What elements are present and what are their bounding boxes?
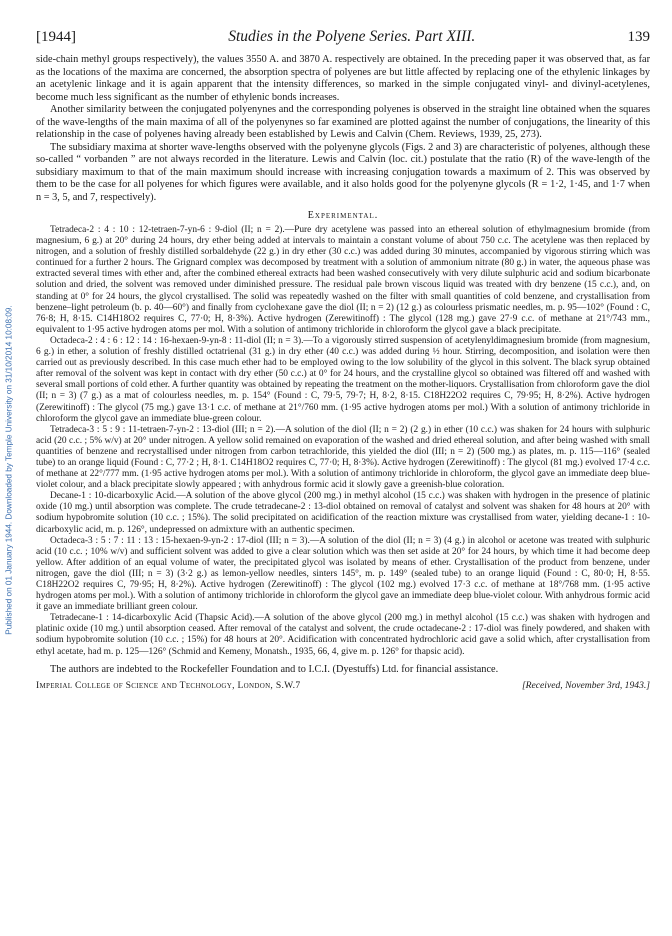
header-year: [1944]: [36, 29, 76, 45]
experimental-paragraph-6: Tetradecane-1 : 14-dicarboxylic Acid (Thapsic Acid).—A solution of the above glycol (200 mg.) in methyl alcohol (15 c.c.) was shaken with hydrogen and platinic oxide (10 mg.) until absorption ceased. After removal of the catalyst and solvent, the crude octadecane-2 : 17-diol was finely powdered, and shaken with sodium hypobromite solution (10 c.c. ; 15%) for 48 hours at 20°. Acidification with concentrated hydrochloric acid gave a solid which, after crystallisation from ethyl acetate, had m. p. 125—126° (Schmid and Kemeny, Monatsh., 1935, 66, 4, give m. p. 126° for thapsic acid).: [36, 613, 650, 657]
affiliation-footer: [36, 680, 650, 691]
download-notice: [2, 150, 16, 790]
acknowledgement: The authors are indebted to the Rockefeller Foundation and to I.C.I. (Dyestuffs) Ltd. for financial assistance.: [50, 663, 499, 675]
download-notice-text: Published on 01 January 1944. Downloaded by Temple University on 31/10/2014 10:08:09.: [4, 305, 14, 635]
page-number: 139: [627, 29, 650, 45]
received-date: [Received, November 3rd, 1943.]: [521, 680, 650, 692]
paper-page: [36, 28, 650, 918]
experimental-paragraph-3: Tetradeca-3 : 5 : 9 : 11-tetraen-7-yn-2 : 13-diol (III; n = 2).—A solution of the diol (II; n = 2) (2 g.) in ether (10 c.c.) was shaken for 24 hours with sulphuric acid (20 c.c. ; 5% w/v) at 20° under nitrogen. A yellow solid remained on evaporation of the washed and dried ethereal solution, and after being washed with small quantities of benzene and recrystallised under nitrogen from carbon tetrachloride, this yielded the diol (III; n = 2) (500 mg.) as plates, m. p. 115—116° (sealed tube) to an orange liquid (Found : C, 77·2 ; H, 8·1. C14H18O2 requires C, 77·0; H, 8·3%). Active hydrogen (Zerewitinoff) : The glycol (81 mg.) evolved 17·4 c.c. of methane at 22°/777 mm. (1·95 active hydrogen atoms per mol.). With a solution of antimony trichloride in chloroform, the glycol gave an immediate deep blue-violet colour, and a black precipitate slowly appeared ; with anhydrous formic acid it slowly gave a greenish-blue coloration.: [36, 424, 650, 491]
experimental-paragraph-2: Octadeca-2 : 4 : 6 : 12 : 14 : 16-hexaen-9-yn-8 : 11-diol (II; n = 3).—To a vigorously stirred suspension of acetylenyldimagnesium bromide (from magnesium, 6 g.) in ether, a solution of freshly distilled octatrienal (31 g.) in dry ether (40 c.c.) was added during ½ hour. Stirring, decomposition, and isolation were then carried out as previously described. In this case much ether had to be employed owing to the low solubility of the glycol in this solvent. The black syrup obtained after removal of the solvent was kept in contact with dry ether (50 c.c.) at 0° for 24 hours, and the crystalline glycol so obtained was filtered off and washed with several small portions of cold ether. A further quantity was obtained by repeating the treatment on the mother-liquors. Crystallisation from chloroform gave the diol (II; n = 3) (7 g.) as a mat of colourless needles, m. p. 154° (Found : C, 79·5, 79·7; H, 8·2, 8·15. C18H22O2 requires C, 79·95; H, 8·2%). Active hydrogen (Zerewitinoff) : The glycol (75 mg.) gave 13·1 c.c. of methane at 21°/760 mm. (1·95 active hydrogen atoms per mol.) With a solution of antimony trichloride in chloroform the glycol gave an immediate blue-green colour.: [36, 335, 650, 424]
experimental-paragraph-5: Octadeca-3 : 5 : 7 : 11 : 13 : 15-hexaen-9-yn-2 : 17-diol (III; n = 3).—A solution of the diol (II; n = 3) (4 g.) in alcohol or acetone was treated with sulphuric acid (10 c.c. ; 10% w/v) and sufficient solvent was added to give a clear solution which was then set aside at 20° for 24 hours, by which time it had become deep yellow. After addition of an equal volume of water, the precipitated glycol was isolated by means of ether. Crystallisation of the product from benzene, under nitrogen, gave the diol (III; n = 3) (3·2 g.) as lemon-yellow needles, sinters 145°, m. p. 149° (sealed tube) to an orange liquid (Found : C, 80·0; H, 8·55. C18H22O2 requires C, 79·95; H, 8·2%). Active hydrogen (Zerewitinoff) : The glycol (102 mg.) evolved 17·3 c.c. of methane at 18°/768 mm. (1·95 active hydrogen atoms per mol.). With a solution of antimony trichloride in chloroform the glycol gave an immediate deep blue-violet colour. With anhydrous formic acid it gave an immediate brilliant green colour.: [36, 535, 650, 613]
intro-paragraph-3: The subsidiary maxima at shorter wave-lengths observed with the polyenyne glycols (Figs. 2 and 3) are characteristic of polyenes, although these so-called “ vorbanden ” are not always recorded in the literature. Lewis and Calvin (loc. cit.) postulate that the ratio (R) of the wave-length of the subsidiary maximum to that of the main maximum should increase with increasing conjugation towards a maximum of 2. This was observed by them to be the case for all polyenes for which figures were available, and it also holds good for the polyenyne glycols (R = 1·2, 1·45, and 1·7 when n = 3, 5, and 7, respectively).: [36, 141, 650, 203]
experimental-paragraph-4: Decane-1 : 10-dicarboxylic Acid.—A solution of the above glycol (200 mg.) in methyl alcohol (15 c.c.) was shaken with hydrogen in the presence of platinic oxide (10 mg.) until absorption was complete. The crude tetradecane-2 : 13-diol obtained on removal of catalyst and solvent was shaken for 48 hours at 20° with sodium hypobromite solution (10 c.c. ; 15%). The solid precipitated on acidification of the reaction mixture was crystallised from water, yielding decane-1 : 10-dicarboxylic acid, m. p. 126°, undepressed on admixture with an authentic specimen.: [36, 491, 650, 535]
header-title: Studies in the Polyene Series. Part XIII.: [228, 28, 476, 45]
institution: Imperial College of Science and Technology, London, S.W.7: [36, 680, 301, 692]
running-header: [36, 28, 650, 46]
experimental-paragraph-1: Tetradeca-2 : 4 : 10 : 12-tetraen-7-yn-6 : 9-diol (II; n = 2).—Pure dry acetylene was passed into an ethereal solution of ethylmagnesium bromide (from magnesium, 6 g.) at 20° during 24 hours, dry ether being added at intervals to maintain a constant volume of about 750 c.c. The acetylene was then replaced by nitrogen, and a solution of freshly distilled sorbaldehyde (22 g.) in dry ether (30 c.c.) was added during 30 minutes, accompanied by vigorous stirring which was continued for a further 2 hours. The Grignard complex was decomposed by treatment with a solution of ammonium nitrate (80 g.) in water, the aqueous phase was extracted several times with ether and, after the combined ethereal extracts had been washed consecutively with very dilute sulphuric acid and sodium bicarbonate solution and dried, the solvent was removed under diminished pressure. The residual pale brown viscous liquid was treated with dry benzene (15 c.c.), and, on standing at 0° for 24 hours, the glycol crystallised. The solid was repeatedly washed on the filter with small quantities of cold benzene, and crystallisation from benzene–light petroleum (b. p. 40—60°) and finally from cyclohexane gave the diol (II; n = 2) (12 g.) as colourless prismatic needles, m. p. 95—102° (Found : C, 76·8; H, 8·15. C14H18O2 requires C, 77·0; H, 8·3%). Active hydrogen (Zerewitinoff) : The glycol (128 mg.) gave 27·9 c.c. of methane at 21°/743 mm., equivalent to 1·95 active hydrogen atoms per mol. With a solution of antimony trichloride in chloroform the glycol gave a black precipitate.: [36, 225, 650, 335]
experimental-heading: Experimental.: [307, 210, 379, 221]
intro-paragraph-1: side-chain methyl groups respectively), the values 3550 A. and 3870 A. respectively are obtained. In the preceding paper it was observed that, as far as the locations of the maxima are concerned, the absorption spectra of polyenes are but little affected by replacing one of the ethylenic linkages by an acetylenic linkage and it is again apparent that the intensity differences, so marked in the simple conjugated vinyl- and divinyl-acetylenes, become much less significant as the number of ethylenic bonds increases.: [36, 54, 650, 103]
intro-paragraph-2: Another similarity between the conjugated polyenynes and the corresponding polyenes is observed in the straight line obtained when the squares of the wave-lengths of the main maxima of all of the polyenynes so far examined are plotted against the number of conjugations, the linearity of this relationship in the case of polyenes having already been established by Lewis and Calvin (Chem. Reviews, 1939, 25, 273).: [36, 104, 650, 140]
